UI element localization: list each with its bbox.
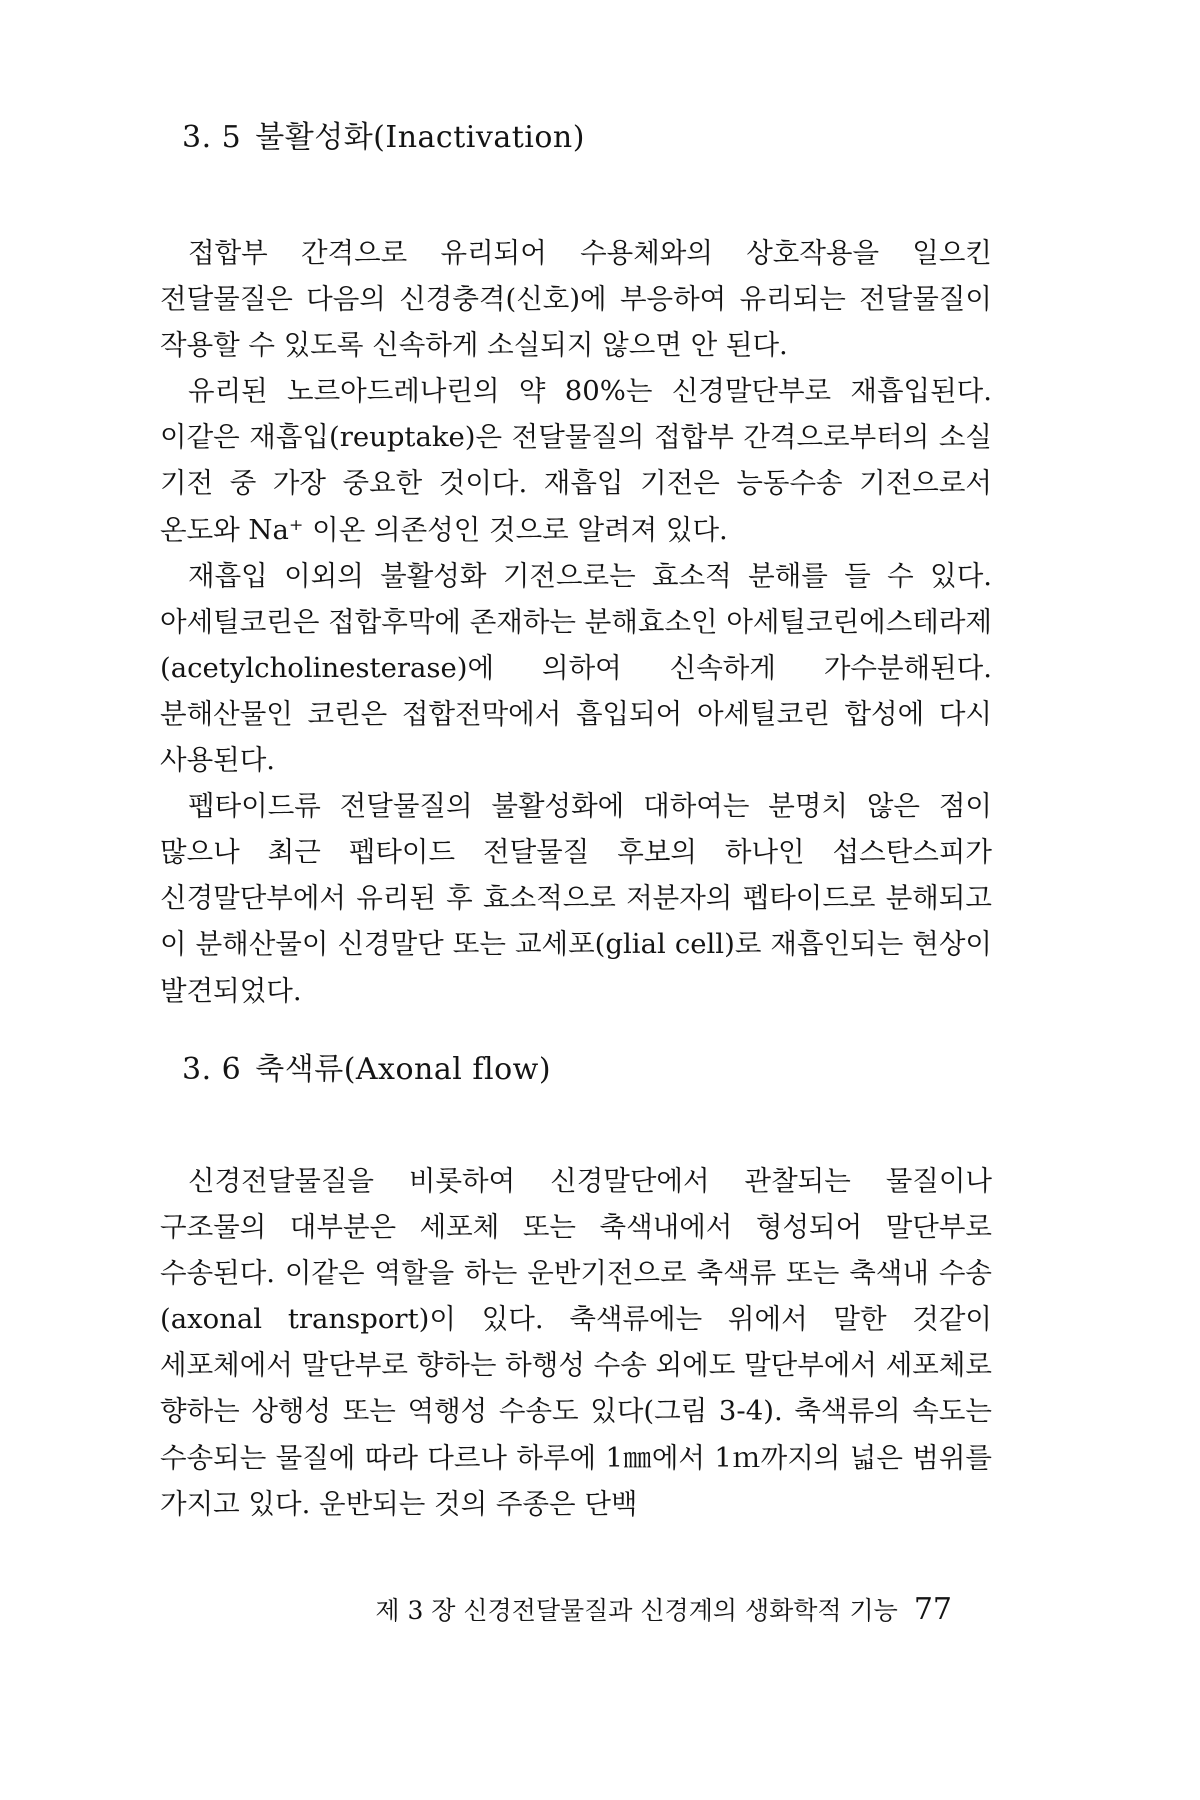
section-3-5-number: 3. 5 (182, 120, 242, 155)
section-3-6-number: 3. 6 (182, 1052, 242, 1087)
page-footer (0, 1592, 952, 1629)
section-3-6-paragraph-1: 신경전달물질을 비롯하여 신경말단에서 관찰되는 물질이나 구조물의 대부분은 세포체 또는 축색내에서 형성되어 말단부로 수송된다. 이같은 역할을 하는 운반기전으로 축색류 또는 축색내 수송(axonal transport)이 있다. 축색류에는 위에서 말한 것같이 세포체에서 말단부로 향하는 하행성 수송 외에도 말단부에서 세포체로 향하는 상행성 또는 역행성 수송도 있다(그림 3-4). 축색류의 속도는 수송되는 물질에 따라 다르나 하루에 1㎜에서 1ｍ까지의 넓은 범위를 가지고 있다. 운반되는 것의 주종은 단백 (160, 1165, 992, 1520)
section-3-6-title: 축색류(Axonal flow) (255, 1052, 552, 1087)
section-3-5-paragraph-2: 유리된 노르아드레나린의 약 80%는 신경말단부로 재흡입된다. 이같은 재흡입(reuptake)은 전달물질의 접합부 간격으로부터의 소실 기전 중 가장 중요한 것이다. 재흡입 기전은 능동수송 기전으로서 온도와 Na⁺ 이온 의존성인 것으로 알려져 있다. (160, 375, 992, 546)
section-3-5-heading (182, 118, 585, 158)
section-3-5-body (160, 230, 992, 1014)
section-3-5-paragraph-1: 접합부 간격으로 유리되어 수용체와의 상호작용을 일으킨 전달물질은 다음의 신경충격(신호)에 부응하여 유리되는 전달물질이 작용할 수 있도록 신속하게 소실되지 않으면 안 된다. (160, 237, 992, 362)
section-3-6-heading (182, 1050, 551, 1090)
section-3-5-paragraph-4: 펩타이드류 전달물질의 불활성화에 대하여는 분명치 않은 점이 많으나 최근 펩타이드 전달물질 후보의 하나인 섭스탄스피가 신경말단부에서 유리된 후 효소적으로 저분자의 펩타이드로 분해되고 이 분해산물이 신경말단 또는 교세포(glial cell)로 재흡인되는 현상이 발견되었다. (160, 790, 992, 1007)
section-3-5-paragraph-3: 재흡입 이외의 불활성화 기전으로는 효소적 분해를 들 수 있다. 아세틸코린은 접합후막에 존재하는 분해효소인 아세틸코린에스테라제(acetylcholinesterase)에 의하여 신속하게 가수분해된다. 분해산물인 코린은 접합전막에서 흡입되어 아세틸코린 합성에 다시 사용된다. (160, 559, 992, 777)
section-3-5-title: 불활성화(Inactivation) (255, 120, 585, 155)
running-footer-chapter: 제 3 장 신경전달물질과 신경계의 생화학적 기능 (375, 1596, 898, 1625)
section-3-6-body (160, 1158, 992, 1527)
page-number: 77 (913, 1592, 952, 1627)
